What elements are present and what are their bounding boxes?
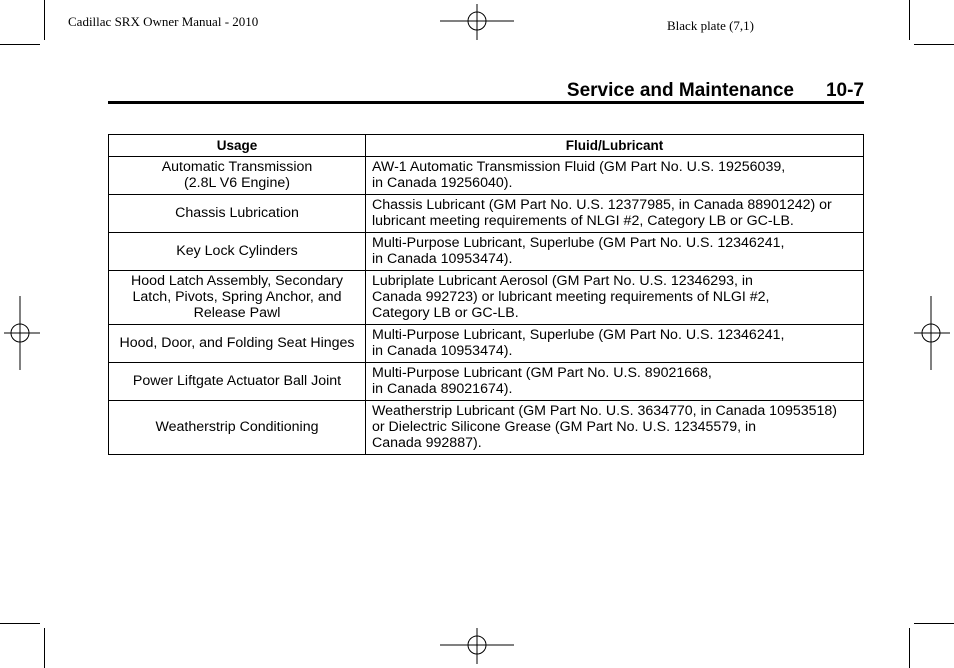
table-row — [109, 271, 864, 325]
usage-text: Weatherstrip Conditioning — [155, 419, 319, 435]
usage-text: Key Lock Cylinders — [176, 243, 298, 259]
fluid-text: Multi-Purpose Lubricant (GM Part No. U.S. 89021668, — [372, 365, 712, 381]
usage-cell — [109, 233, 366, 271]
table-body — [109, 157, 864, 455]
usage-cell — [109, 195, 366, 233]
section-header — [108, 80, 864, 102]
fluid-text: in Canada 10953474). — [372, 251, 513, 267]
fluid-text: Canada 992887). — [372, 435, 482, 451]
print-header-left: Cadillac SRX Owner Manual - 2010 — [68, 14, 259, 29]
fluid-text: Category LB or GC-LB. — [372, 305, 519, 321]
registration-mark-icon — [914, 296, 954, 370]
usage-text: Power Liftgate Actuator Ball Joint — [132, 373, 342, 389]
fluid-cell — [366, 401, 864, 455]
fluid-cell — [366, 325, 864, 363]
page-number: 10-7 — [825, 80, 864, 101]
fluid-cell — [366, 157, 864, 195]
usage-text: Hood Latch Assembly, Secondary — [131, 273, 343, 289]
crop-mark-icon — [914, 44, 954, 45]
registration-mark-icon — [440, 0, 514, 40]
registration-mark-icon — [440, 628, 514, 668]
table-row — [109, 157, 864, 195]
usage-cell — [109, 325, 366, 363]
usage-text: (2.8L V6 Engine) — [184, 175, 290, 191]
crop-mark-icon — [44, 0, 45, 40]
fluid-text: or Dielectric Silicone Grease (GM Part No. U.S. 12345579, in — [372, 419, 757, 435]
column-header-fluid: Fluid/Lubricant — [366, 135, 864, 157]
fluid-text: in Canada 10953474). — [372, 343, 513, 359]
table-header-row — [109, 135, 864, 157]
crop-mark-icon — [914, 623, 954, 624]
table-row — [109, 401, 864, 455]
crop-mark-icon — [0, 623, 40, 624]
table-row — [109, 363, 864, 401]
usage-text: Release Pawl — [193, 305, 281, 321]
usage-cell — [109, 401, 366, 455]
fluid-cell — [366, 271, 864, 325]
fluid-cell — [366, 195, 864, 233]
table-row — [109, 325, 864, 363]
registration-mark-icon — [0, 296, 40, 370]
fluid-text: Weatherstrip Lubricant (GM Part No. U.S. 3634770, in Canada 10953518) — [372, 403, 838, 419]
usage-cell — [109, 363, 366, 401]
crop-mark-icon — [0, 44, 40, 45]
usage-text: Hood, Door, and Folding Seat Hinges — [119, 335, 355, 351]
fluid-cell — [366, 363, 864, 401]
header-rule — [108, 101, 864, 104]
lubricant-table — [108, 134, 864, 455]
fluid-cell — [366, 233, 864, 271]
usage-text: Automatic Transmission — [161, 159, 313, 175]
fluid-text: Chassis Lubricant (GM Part No. U.S. 12377985, in Canada 88901242) or — [372, 197, 832, 213]
table-row — [109, 195, 864, 233]
usage-cell — [109, 157, 366, 195]
usage-text: Latch, Pivots, Spring Anchor, and — [132, 289, 342, 305]
section-title: Service and Maintenance — [566, 80, 794, 101]
fluid-text: Canada 992723) or lubricant meeting requirements of NLGI #2, — [372, 289, 770, 305]
fluid-text: Multi-Purpose Lubricant, Superlube (GM Part No. U.S. 12346241, — [372, 235, 785, 251]
fluid-text: in Canada 89021674). — [372, 381, 513, 397]
column-header-usage: Usage — [109, 135, 366, 157]
fluid-text: in Canada 19256040). — [372, 175, 513, 191]
crop-mark-icon — [44, 628, 45, 668]
table-row — [109, 233, 864, 271]
fluid-text: AW-1 Automatic Transmission Fluid (GM Part No. U.S. 19256039, — [372, 159, 786, 175]
fluid-text: Lubriplate Lubricant Aerosol (GM Part No. U.S. 12346293, in — [372, 273, 753, 289]
print-header-right: Black plate (7,1) — [667, 18, 754, 33]
usage-cell — [109, 271, 366, 325]
usage-text: Chassis Lubrication — [175, 205, 299, 221]
crop-mark-icon — [909, 0, 910, 40]
fluid-text: Multi-Purpose Lubricant, Superlube (GM Part No. U.S. 12346241, — [372, 327, 785, 343]
crop-mark-icon — [909, 628, 910, 668]
fluid-text: lubricant meeting requirements of NLGI #2, Category LB or GC-LB. — [372, 213, 794, 229]
